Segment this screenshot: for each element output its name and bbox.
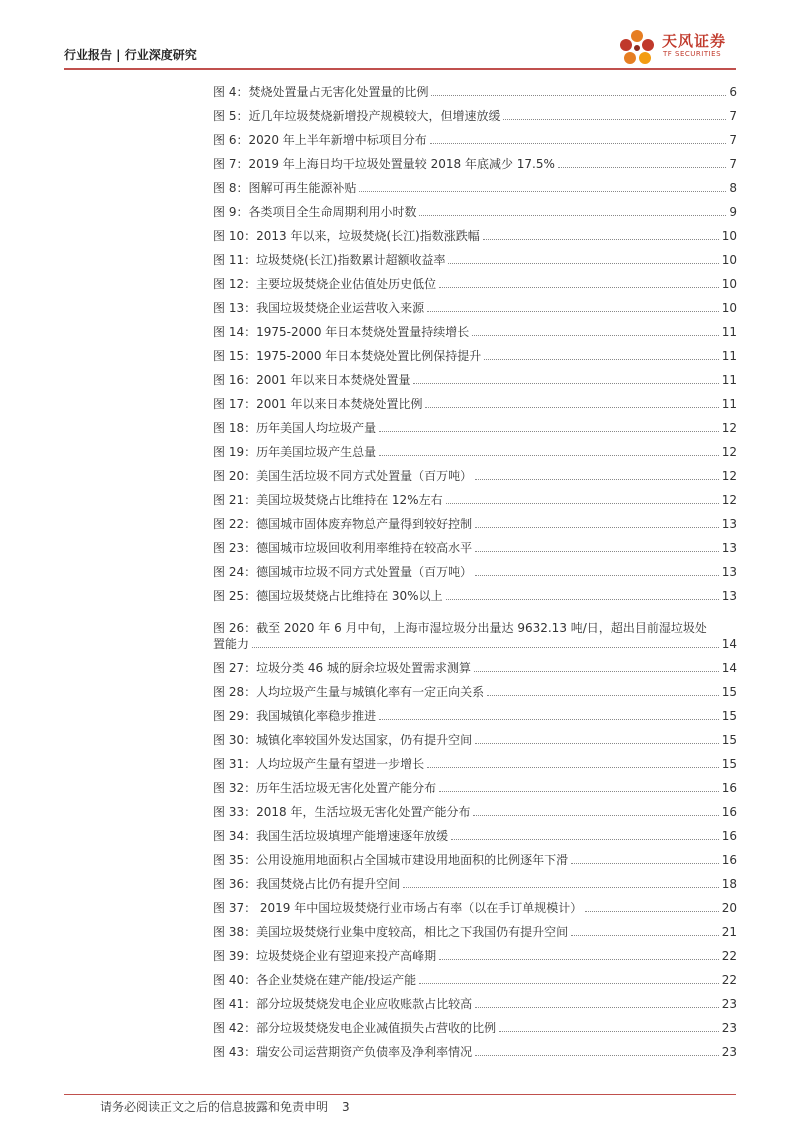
toc-entry-title: 图 32：历年生活垃圾无害化处置产能分布 — [213, 781, 437, 795]
toc-entry[interactable] — [213, 412, 737, 436]
dot-leader — [475, 575, 719, 576]
toc-entry-page: 7 — [729, 157, 737, 171]
dot-leader — [503, 119, 726, 120]
toc-entry-title: 图 34：我国生活垃圾填埋产能增速逐年放缓 — [213, 829, 449, 843]
toc-entry[interactable] — [213, 268, 737, 292]
toc-entry-page: 12 — [721, 421, 737, 435]
toc-entry-page: 16 — [721, 781, 737, 795]
toc-entry-page: 16 — [721, 805, 737, 819]
toc-entry-title: 图 26：截至 2020 年 6 月中旬，上海市湿垃圾分出量达 9632.13 吨/日，超出目前湿垃圾处 — [213, 621, 707, 635]
toc-entry-page: 7 — [729, 109, 737, 123]
dot-leader — [473, 815, 718, 816]
dot-leader — [439, 287, 719, 288]
footer-divider — [64, 1094, 736, 1095]
toc-entry-title: 图 16：2001 年以来日本焚烧处置量 — [213, 373, 411, 387]
toc-entry[interactable] — [213, 76, 737, 100]
toc-entry-title: 图 23：德国城市垃圾回收利用率维持在较高水平 — [213, 541, 473, 555]
toc-entry-page: 23 — [721, 1021, 737, 1035]
toc-entry[interactable] — [213, 484, 737, 508]
toc-entry-page: 10 — [721, 277, 737, 291]
toc-entry[interactable] — [213, 676, 737, 700]
toc-entry-title: 图 17：2001 年以来日本焚烧处置比例 — [213, 397, 423, 411]
toc-entry-page: 11 — [721, 325, 737, 339]
toc-entry-page: 12 — [721, 445, 737, 459]
toc-entry-title: 图 20：美国生活垃圾不同方式处置量（百万吨） — [213, 469, 473, 483]
toc-entry-page: 11 — [721, 373, 737, 387]
toc-entry-page: 15 — [721, 733, 737, 747]
page-footer — [100, 1098, 350, 1115]
toc-entry[interactable] — [213, 340, 737, 364]
dot-leader — [427, 311, 719, 312]
flower-logo-icon — [616, 28, 658, 68]
dot-leader — [484, 359, 718, 360]
toc-entry[interactable] — [213, 844, 737, 868]
toc-entry-page: 7 — [729, 133, 737, 147]
dot-leader — [252, 647, 719, 648]
toc-entry[interactable] — [213, 388, 737, 412]
toc-entry-title: 图 33：2018 年，生活垃圾无害化处置产能分布 — [213, 805, 471, 819]
toc-entry-title: 图 39：垃圾焚烧企业有望迎来投产高峰期 — [213, 949, 437, 963]
dot-leader — [419, 983, 719, 984]
dot-leader — [571, 935, 719, 936]
toc-entry[interactable] — [213, 1012, 737, 1036]
toc-entry-page: 16 — [721, 829, 737, 843]
toc-entry[interactable] — [213, 460, 737, 484]
toc-entry[interactable] — [213, 796, 737, 820]
dot-leader — [475, 479, 719, 480]
dot-leader — [483, 239, 719, 240]
toc-entry[interactable] — [213, 244, 737, 268]
logo-text-cn: 天风证券 — [662, 32, 727, 50]
toc-entry-title: 图 15：1975-2000 年日本焚烧处置比例保持提升 — [213, 349, 482, 363]
dot-leader — [439, 959, 719, 960]
toc-entry-page: 13 — [721, 589, 737, 603]
toc-entry-title: 图 19：历年美国垃圾产生总量 — [213, 445, 377, 459]
toc-entry-page: 14 — [721, 637, 737, 651]
dot-leader — [419, 215, 726, 216]
toc-entry[interactable] — [213, 172, 737, 196]
toc-entry-title: 图 43：瑞安公司运营期资产负债率及净利率情况 — [213, 1045, 473, 1059]
toc-entry-page: 16 — [721, 853, 737, 867]
dot-leader — [474, 671, 719, 672]
toc-entry[interactable] — [213, 652, 737, 676]
toc-entry-title: 图 7：2019 年上海日均干垃圾处置量较 2018 年底减少 17.5% — [213, 157, 555, 171]
dot-leader — [448, 263, 718, 264]
toc-entry[interactable] — [213, 220, 737, 244]
toc-entry-page: 14 — [721, 661, 737, 675]
toc-entry-title: 图 9：各类项目全生命周期利用小时数 — [213, 205, 417, 219]
toc-entry-title: 图 6：2020 年上半年新增中标项目分布 — [213, 133, 427, 147]
toc-entry-page: 11 — [721, 397, 737, 411]
toc-entry-title: 图 40：各企业焚烧在建产能/投运产能 — [213, 973, 417, 987]
toc-entry-page: 9 — [729, 205, 737, 219]
toc-entry-title: 图 11：垃圾焚烧(长江)指数累计超额收益率 — [213, 253, 446, 267]
toc-entry[interactable] — [213, 292, 737, 316]
dot-leader — [427, 767, 719, 768]
dot-leader — [446, 599, 719, 600]
toc-entry[interactable] — [213, 580, 737, 604]
toc-entry-page: 21 — [721, 925, 737, 939]
dot-leader — [379, 455, 719, 456]
toc-entry-page: 12 — [721, 469, 737, 483]
dot-leader — [439, 791, 719, 792]
page-header — [64, 32, 736, 74]
dot-leader — [558, 167, 726, 168]
dot-leader — [446, 503, 719, 504]
toc-entry[interactable] — [213, 916, 737, 940]
toc-entry-page: 10 — [721, 301, 737, 315]
toc-entry[interactable] — [213, 316, 737, 340]
page-number: 3 — [342, 1100, 350, 1114]
header-divider — [64, 68, 736, 70]
toc-entry-page: 10 — [721, 229, 737, 243]
toc-entry[interactable] — [213, 820, 737, 844]
toc-entry-page: 13 — [721, 541, 737, 555]
dot-leader — [359, 191, 726, 192]
figure-list — [213, 76, 737, 1060]
toc-entry[interactable] — [213, 724, 737, 748]
toc-entry-page: 10 — [721, 253, 737, 267]
toc-entry-title: 图 28：人均垃圾产生量与城镇化率有一定正向关系 — [213, 685, 485, 699]
toc-entry-page: 23 — [721, 1045, 737, 1059]
toc-entry[interactable] — [213, 988, 737, 1012]
toc-entry-page: 15 — [721, 685, 737, 699]
toc-entry-page: 12 — [721, 493, 737, 507]
toc-entry-title: 图 42：部分垃圾焚烧发电企业减值损失占营收的比例 — [213, 1021, 497, 1035]
dot-leader — [451, 839, 719, 840]
dot-leader — [475, 551, 719, 552]
toc-entry-title: 图 8：图解可再生能源补贴 — [213, 181, 357, 195]
toc-entry-title: 图 36：我国焚烧占比仍有提升空间 — [213, 877, 401, 891]
toc-entry-title: 图 31：人均垃圾产生量有望进一步增长 — [213, 757, 425, 771]
toc-entry-page: 18 — [721, 877, 737, 891]
toc-entry-page: 13 — [721, 565, 737, 579]
toc-entry[interactable] — [213, 772, 737, 796]
dot-leader — [475, 1055, 719, 1056]
logo-text-en: TF SECURITIES — [663, 50, 722, 58]
toc-entry[interactable] — [213, 196, 737, 220]
toc-entry[interactable] — [213, 868, 737, 892]
toc-entry[interactable] — [213, 1036, 737, 1060]
toc-entry-page: 22 — [721, 949, 737, 963]
toc-entry[interactable] — [213, 124, 737, 148]
dot-leader — [430, 143, 727, 144]
dot-leader — [403, 887, 719, 888]
toc-entry-title: 图 18：历年美国人均垃圾产量 — [213, 421, 377, 435]
dot-leader — [413, 383, 718, 384]
dot-leader — [379, 431, 719, 432]
toc-entry-title: 图 35：公用设施用地面积占全国城市建设用地面积的比例逐年下滑 — [213, 853, 569, 867]
dot-leader — [475, 1007, 719, 1008]
toc-entry[interactable] — [213, 604, 737, 652]
toc-entry-page: 11 — [721, 349, 737, 363]
toc-entry-title: 图 21：美国垃圾焚烧占比维持在 12%左右 — [213, 493, 443, 507]
report-category: 行业报告 | 行业深度研究 — [64, 48, 197, 62]
toc-entry-page: 13 — [721, 517, 737, 531]
toc-entry-title: 图 24：德国城市垃圾不同方式处置量（百万吨） — [213, 565, 473, 579]
dot-leader — [472, 335, 718, 336]
toc-entry-title-continued: 置能力 — [213, 637, 250, 651]
tf-securities-logo — [616, 28, 736, 68]
toc-entry-title: 图 12：主要垃圾焚烧企业估值处历史低位 — [213, 277, 437, 291]
toc-entry[interactable] — [213, 364, 737, 388]
toc-entry[interactable] — [213, 508, 737, 532]
toc-entry-title: 图 38：美国垃圾焚烧行业集中度较高，相比之下我国仍有提升空间 — [213, 925, 569, 939]
toc-entry-page: 8 — [729, 181, 737, 195]
toc-entry-title: 图 29：我国城镇化率稳步推进 — [213, 709, 377, 723]
toc-entry[interactable] — [213, 436, 737, 460]
toc-entry-page: 22 — [721, 973, 737, 987]
toc-entry[interactable] — [213, 964, 737, 988]
dot-leader — [431, 95, 726, 96]
toc-entry-title: 图 13：我国垃圾焚烧企业运营收入来源 — [213, 301, 425, 315]
dot-leader — [379, 719, 719, 720]
toc-entry-title: 图 27：垃圾分类 46 城的厨余垃圾处置需求测算 — [213, 661, 471, 675]
toc-entry[interactable] — [213, 100, 737, 124]
toc-entry[interactable] — [213, 556, 737, 580]
toc-entry[interactable] — [213, 748, 737, 772]
dot-leader — [475, 527, 719, 528]
toc-entry-title: 图 5：近几年垃圾焚烧新增投产规模较大，但增速放缓 — [213, 109, 501, 123]
toc-entry-page: 23 — [721, 997, 737, 1011]
toc-entry-page: 15 — [721, 709, 737, 723]
toc-entry[interactable] — [213, 532, 737, 556]
dot-leader — [487, 695, 719, 696]
toc-entry[interactable] — [213, 148, 737, 172]
toc-entry-title: 图 41：部分垃圾焚烧发电企业应收账款占比较高 — [213, 997, 473, 1011]
dot-leader — [571, 863, 719, 864]
toc-entry-page: 20 — [721, 901, 737, 915]
disclaimer-text: 请务必阅读正文之后的信息披露和免责申明 — [100, 1100, 329, 1114]
toc-entry-title: 图 10：2013 年以来，垃圾焚烧(长江)指数涨跌幅 — [213, 229, 480, 243]
toc-entry-title: 图 30：城镇化率较国外发达国家，仍有提升空间 — [213, 733, 473, 747]
toc-entry[interactable] — [213, 940, 737, 964]
dot-leader — [475, 743, 719, 744]
toc-entry[interactable] — [213, 700, 737, 724]
toc-entry-title: 图 4：焚烧处置量占无害化处置量的比例 — [213, 85, 429, 99]
dot-leader — [425, 407, 718, 408]
dot-leader — [585, 911, 718, 912]
toc-entry-title: 图 37： 2019 年中国垃圾焚烧行业市场占有率（以在手订单规模计） — [213, 901, 583, 915]
toc-entry-title: 图 14：1975-2000 年日本焚烧处置量持续增长 — [213, 325, 470, 339]
toc-entry-page: 6 — [729, 85, 737, 99]
toc-entry-title: 图 25：德国垃圾焚烧占比维持在 30%以上 — [213, 589, 443, 603]
toc-entry-page: 15 — [721, 757, 737, 771]
dot-leader — [499, 1031, 719, 1032]
toc-entry-title: 图 22：德国城市固体废弃物总产量得到较好控制 — [213, 517, 473, 531]
toc-entry[interactable] — [213, 892, 737, 916]
